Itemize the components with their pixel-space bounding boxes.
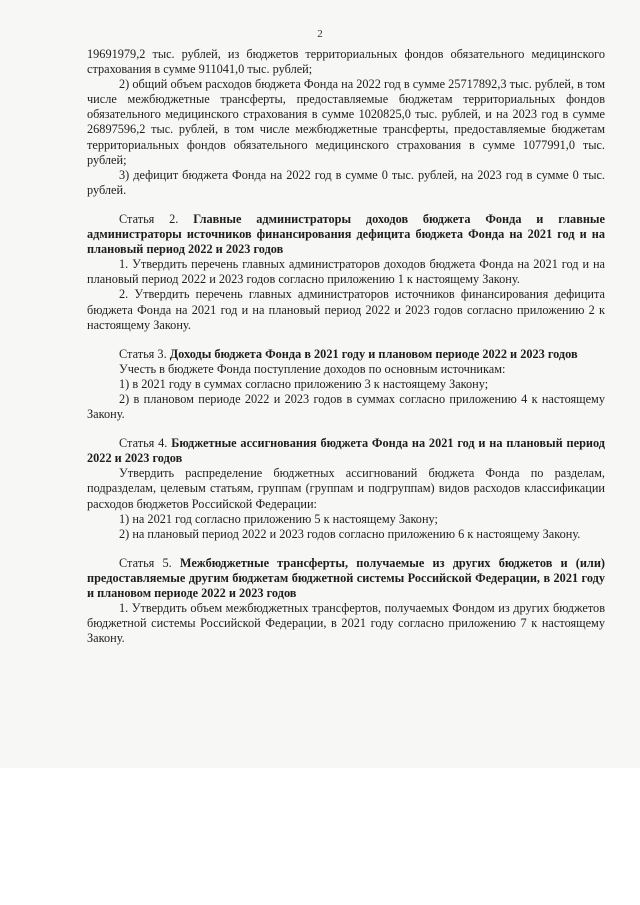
paragraph: 1. Утвердить объем межбюджетных трансфертов, получаемых Фондом из других бюджетов бюджетной системы Российской Федерации, в 2021 году согласно приложению 7 к настоящему Закону. [87, 601, 605, 646]
article-heading: Межбюджетные трансферты, получаемые из других бюджетов и (или) предоставляемые другим бюджетам бюджетной системы Российской Федерации, в 2021 году и плановом периоде 2022 и 2023 годов [87, 555, 606, 600]
article-label: Статья 2. [119, 211, 179, 226]
paragraph: 2. Утвердить перечень главных администраторов источников финансирования дефицита бюджета Фонда на 2021 год и на плановый период 2022 и 2023 годов согласно приложению 2 к настоящему Закону. [87, 287, 605, 332]
paragraph: 1) на 2021 год согласно приложению 5 к настоящему Закону; [119, 511, 438, 526]
article-title [87, 436, 605, 466]
paragraph: 3) дефицит бюджета Фонда на 2022 год в сумме 0 тыс. рублей, на 2023 год в сумме 0 тыс. рублей. [87, 167, 605, 197]
paragraph: 1) в 2021 году в суммах согласно приложению 3 к настоящему Закону; [119, 376, 489, 391]
paragraph: 2) в плановом периоде 2022 и 2023 годов в суммах согласно приложению 4 к настоящему Закону. [87, 391, 605, 422]
article-title [87, 347, 605, 362]
article-title [87, 556, 605, 601]
page-number: 2 [317, 28, 323, 40]
article-title [87, 212, 605, 257]
paragraph: 2) общий объем расходов бюджета Фонда на 2022 год в сумме 25717892,3 тыс. рублей, в том числе межбюджетные трансферты, предоставляемые бюджетам территориальных фондов обязательного медицинского страхования в сумме 1020825,0 тыс. рублей, и на 2023 год в сумме 26897596,2 тыс. рублей, в том числе межбюджетные трансферты, предоставляемые бюджетам территориальных фондов обязательного медицинского страхования в сумме 1077991,0 тыс. рублей; [87, 77, 605, 167]
paragraph: 2) на плановый период 2022 и 2023 годов согласно приложению 6 к настоящему Закону. [119, 526, 581, 541]
article-heading: Доходы бюджета Фонда в 2021 году и плановом периоде 2022 и 2023 годов [169, 346, 578, 361]
article-label: Статья 4. [119, 436, 168, 451]
paragraph: 19691979,2 тыс. рублей, из бюджетов территориальных фондов обязательного медицинского страхования в сумме 911041,0 тыс. рублей; [87, 47, 605, 77]
article-heading: Главные администраторы доходов бюджета Фонда и главные администраторы источников финансирования дефицита бюджета Фонда на 2021 год и на плановый период 2022 и 2023 годов [87, 211, 605, 257]
article-label: Статья 5. [119, 555, 172, 570]
paragraph: Утвердить распределение бюджетных ассигнований бюджета Фонда по разделам, подразделам, целевым статьям, группам (группам и подгруппам) видов расходов классификации расходов бюджетов Российской Федерации: [87, 466, 605, 511]
paragraph: 1. Утвердить перечень главных администраторов доходов бюджета Фонда на 2021 год и на плановый период 2022 и 2023 годов согласно приложению 1 к настоящему Закону. [87, 257, 605, 287]
document-body [87, 47, 605, 646]
paragraph: Учесть в бюджете Фонда поступление доходов по основным источникам: [119, 361, 506, 376]
article-heading: Бюджетные ассигнования бюджета Фонда на 2021 год и на плановый период 2022 и 2023 годов [87, 436, 606, 466]
article-label: Статья 3. [119, 346, 167, 361]
